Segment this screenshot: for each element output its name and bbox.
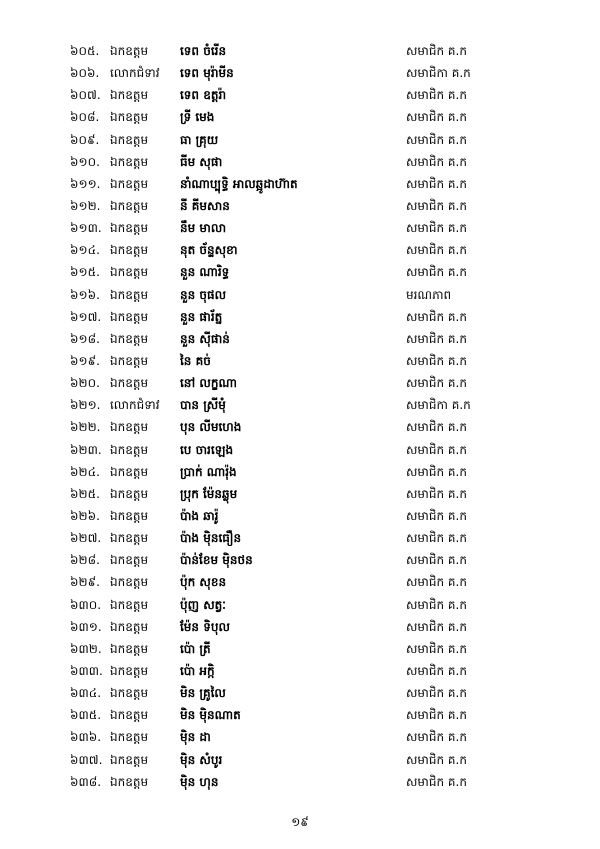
member-name: ប៉ាង ម៉ិនធឿន	[180, 531, 242, 546]
honorific: ឯកឧត្តម	[110, 730, 149, 745]
list-item	[0, 40, 600, 62]
list-item	[0, 439, 600, 461]
entry-number: ៦៣៨.	[70, 774, 102, 789]
honorific: ឯកឧត្តម	[110, 619, 149, 634]
member-name: ទេព ឧត្តរ៉ា	[180, 88, 227, 103]
member-status: សមាជិក គ.ក	[406, 376, 467, 391]
entry-number: ៦១២.	[70, 198, 101, 213]
honorific: ឯកឧត្តម	[110, 309, 149, 324]
list-item	[0, 284, 600, 306]
list-item	[0, 84, 600, 106]
honorific: ឯកឧត្តម	[110, 486, 149, 501]
member-status: សមាជិក គ.ក	[406, 553, 467, 568]
member-name: ម៉ិន ហុន	[180, 774, 219, 789]
list-item	[0, 749, 600, 771]
honorific: ឯកឧត្តម	[110, 508, 149, 523]
member-status: សមាជិក គ.ក	[406, 597, 467, 612]
member-status: សមាជិក គ.ក	[406, 486, 467, 501]
member-status: សមាជិក គ.ក	[406, 154, 467, 169]
honorific: ឯកឧត្តម	[110, 132, 149, 147]
member-name: នួន ណារិទ្ធ	[180, 265, 230, 280]
member-name: មិន គ្រូលៃ	[180, 686, 226, 701]
list-item	[0, 151, 600, 173]
member-status: សមាជិក គ.ក	[406, 309, 467, 324]
list-item	[0, 195, 600, 217]
list-item	[0, 549, 600, 571]
list-item	[0, 173, 600, 195]
list-item	[0, 129, 600, 151]
member-status: សមាជិក គ.ក	[406, 531, 467, 546]
member-name: នុត ច័ន្ទសុខា	[180, 243, 238, 258]
member-name: នឹម មាលា	[180, 221, 227, 236]
member-status: សមាជិក គ.ក	[406, 686, 467, 701]
member-status: មរណភាព	[406, 287, 452, 302]
honorific: ឯកឧត្តម	[110, 376, 149, 391]
member-name: ប៉ុក សុខន	[180, 575, 227, 590]
member-name: ប្រុក ម៉ែនឆ្លុម	[180, 486, 238, 501]
list-item	[0, 594, 600, 616]
list-item	[0, 62, 600, 84]
member-name: នៅ លក្ខណា	[180, 376, 237, 391]
list-item	[0, 416, 600, 438]
entry-number: ៦២៤.	[70, 464, 100, 479]
list-item	[0, 660, 600, 682]
member-status: សមាជិក គ.ក	[406, 331, 467, 346]
member-name: បេ ចារឡេង	[180, 442, 234, 457]
list-item	[0, 505, 600, 527]
honorific: ឯកឧត្តម	[110, 44, 149, 58]
entry-number: ៦២០.	[70, 376, 100, 391]
member-status: សមាជិក គ.ក	[406, 708, 467, 723]
member-name: នៃ គច់	[180, 353, 211, 368]
member-name: នី គីមសាន	[180, 198, 230, 213]
honorific: ឯកឧត្តម	[110, 353, 149, 368]
honorific: ឯកឧត្តម	[110, 641, 149, 656]
honorific: ឯកឧត្តម	[110, 154, 149, 169]
honorific: ឯកឧត្តម	[110, 88, 149, 103]
honorific: ឯកឧត្តម	[110, 331, 149, 346]
member-status: សមាជិក គ.ក	[406, 663, 467, 678]
member-name: ប៉ោ ត្រី	[180, 641, 211, 656]
entry-number: ៦២៦.	[70, 508, 100, 523]
member-name: នាំណាប្បុទ្ធិ អាលឆ្អូដាហ៊ាត	[180, 176, 298, 191]
list-item	[0, 682, 600, 704]
member-name: ទ្រី មេង	[180, 110, 215, 125]
entry-number: ៦១១.	[70, 176, 101, 191]
member-name: មិន ម៉ិនណាត	[180, 708, 241, 723]
member-name: បាន ស្រីមុំ	[180, 398, 226, 413]
member-name: ម៉ែន ទិបុល	[180, 619, 230, 634]
entry-number: ៦១៥.	[70, 265, 100, 280]
list-item	[0, 527, 600, 549]
list-item	[0, 217, 600, 239]
list-item	[0, 394, 600, 416]
honorific: ឯកឧត្តម	[110, 110, 149, 125]
entry-number: ៦១៤.	[70, 243, 100, 258]
list-item	[0, 239, 600, 261]
member-status: សមាជិក គ.ក	[406, 353, 467, 368]
list-item	[0, 328, 600, 350]
entry-number: ៦២៩.	[70, 575, 100, 590]
list-item	[0, 726, 600, 748]
member-status: សមាជិក គ.ក	[406, 442, 467, 457]
entry-number: ៦២៥.	[70, 486, 100, 501]
member-status: សមាជិក គ.ក	[406, 420, 467, 435]
member-status: សមាជិក គ.ក	[406, 132, 467, 147]
honorific: ឯកឧត្តម	[110, 464, 149, 479]
entry-number: ៦២៣.	[70, 442, 102, 457]
member-status: សមាជិក គ.ក	[406, 265, 467, 280]
member-name: ម៉ិន ដា	[180, 730, 211, 745]
member-status: សមាជិក គ.ក	[406, 243, 467, 258]
member-name: ប៉ោ អក្កិ	[180, 663, 215, 678]
member-name: នួន ផារ័ត្ន	[180, 309, 223, 324]
list-item	[0, 350, 600, 372]
list-item	[0, 483, 600, 505]
entry-number: ៦០៧.	[70, 88, 101, 103]
list-item	[0, 306, 600, 328]
member-status: សមាជិក គ.ក	[406, 641, 467, 656]
member-name: ប៉ាង ឆារ៉ូ	[180, 508, 219, 523]
honorific: ឯកឧត្តម	[110, 287, 149, 302]
member-status: សមាជិក គ.ក	[406, 221, 467, 236]
entry-number: ៦៣៣.	[70, 663, 103, 678]
entry-number: ៦៣៦.	[70, 730, 102, 745]
entry-number: ៦៣២.	[70, 641, 102, 656]
entry-number: ៦០៥.	[70, 44, 100, 58]
list-item	[0, 638, 600, 660]
member-status: សមាជិក គ.ក	[406, 774, 467, 789]
member-name: ទេព មុរ៉ាមីន	[180, 66, 234, 81]
member-status: សមាជិក គ.ក	[406, 752, 467, 767]
list-item	[0, 571, 600, 593]
member-status: សមាជិក គ.ក	[406, 198, 467, 213]
list-item	[0, 771, 600, 793]
member-name: នួន ចុផល	[180, 287, 227, 302]
member-name: ប៉ាន់ខែម ម៉ិនថន	[180, 553, 253, 568]
honorific: ឯកឧត្តម	[110, 176, 149, 191]
entry-number: ៦១៩.	[70, 353, 100, 368]
honorific: ឯកឧត្តម	[110, 265, 149, 280]
member-status: សមាជិក គ.ក	[406, 575, 467, 590]
member-name: ធា គ្រុយ	[180, 132, 219, 147]
honorific: ឯកឧត្តម	[110, 442, 149, 457]
member-name: ទេព ចំរើន	[180, 44, 227, 58]
list-item	[0, 704, 600, 726]
entry-number: ៦០៦.	[70, 66, 100, 81]
member-name: ធីម សុផា	[180, 154, 223, 169]
list-item	[0, 261, 600, 283]
member-status: សមាជិកា គ.ក	[406, 66, 471, 81]
member-list	[0, 40, 600, 793]
member-name: ម៉ិន សំបូរ	[180, 752, 223, 767]
member-status: សមាជិក គ.ក	[406, 730, 467, 745]
entry-number: ៦១៦.	[70, 287, 100, 302]
honorific: ឯកឧត្តម	[110, 553, 149, 568]
member-status: សមាជិក គ.ក	[406, 88, 467, 103]
member-status: សមាជិក គ.ក	[406, 110, 467, 125]
entry-number: ៦០៨.	[70, 110, 100, 125]
entry-number: ៦៣៥.	[70, 708, 102, 723]
honorific: ឯកឧត្តម	[110, 198, 149, 213]
honorific: លោកជំទាវ	[110, 66, 160, 81]
page-number: ១៩	[291, 815, 309, 829]
entry-number: ៦៣១.	[70, 619, 102, 634]
entry-number: ៦១៨.	[70, 331, 100, 346]
honorific: ឯកឧត្តម	[110, 575, 149, 590]
honorific: ឯកឧត្តម	[110, 243, 149, 258]
honorific: ឯកឧត្តម	[110, 597, 149, 612]
entry-number: ៦១០.	[70, 154, 100, 169]
entry-number: ៦០៩.	[70, 132, 100, 147]
entry-number: ៦១៧.	[70, 309, 102, 324]
honorific: ឯកឧត្តម	[110, 531, 149, 546]
honorific: ឯកឧត្តម	[110, 708, 149, 723]
list-item	[0, 372, 600, 394]
member-status: សមាជិក គ.ក	[406, 508, 467, 523]
member-status: សមាជិក គ.ក	[406, 44, 467, 58]
honorific: ឯកឧត្តម	[110, 663, 149, 678]
entry-number: ៦១៣.	[70, 221, 102, 236]
list-item	[0, 461, 600, 483]
honorific: ឯកឧត្តម	[110, 420, 149, 435]
list-item	[0, 106, 600, 128]
honorific: លោកជំទាវ	[110, 398, 160, 413]
honorific: ឯកឧត្តម	[110, 774, 149, 789]
entry-number: ៦៣៤.	[70, 686, 102, 701]
member-name: នួន ស៊ីផាន់	[180, 331, 230, 346]
entry-number: ៦៣០.	[70, 597, 102, 612]
honorific: ឯកឧត្តម	[110, 221, 149, 236]
member-status: សមាជិក គ.ក	[406, 176, 467, 191]
entry-number: ៦២១.	[70, 398, 101, 413]
list-item	[0, 616, 600, 638]
entry-number: ៦២៧.	[70, 531, 102, 546]
member-name: ប៉ុញ សត្វៈ	[180, 597, 226, 612]
member-name: បុន លីមហេង	[180, 420, 242, 435]
member-status: សមាជិក គ.ក	[406, 464, 467, 479]
entry-number: ៦៣៧.	[70, 752, 103, 767]
member-name: ប្រាក់ ណារ៉ុង	[180, 464, 237, 479]
entry-number: ៦២៨.	[70, 553, 100, 568]
entry-number: ៦២២.	[70, 420, 101, 435]
honorific: ឯកឧត្តម	[110, 686, 149, 701]
honorific: ឯកឧត្តម	[110, 752, 149, 767]
member-status: សមាជិក គ.ក	[406, 619, 467, 634]
member-status: សមាជិកា គ.ក	[406, 398, 471, 413]
